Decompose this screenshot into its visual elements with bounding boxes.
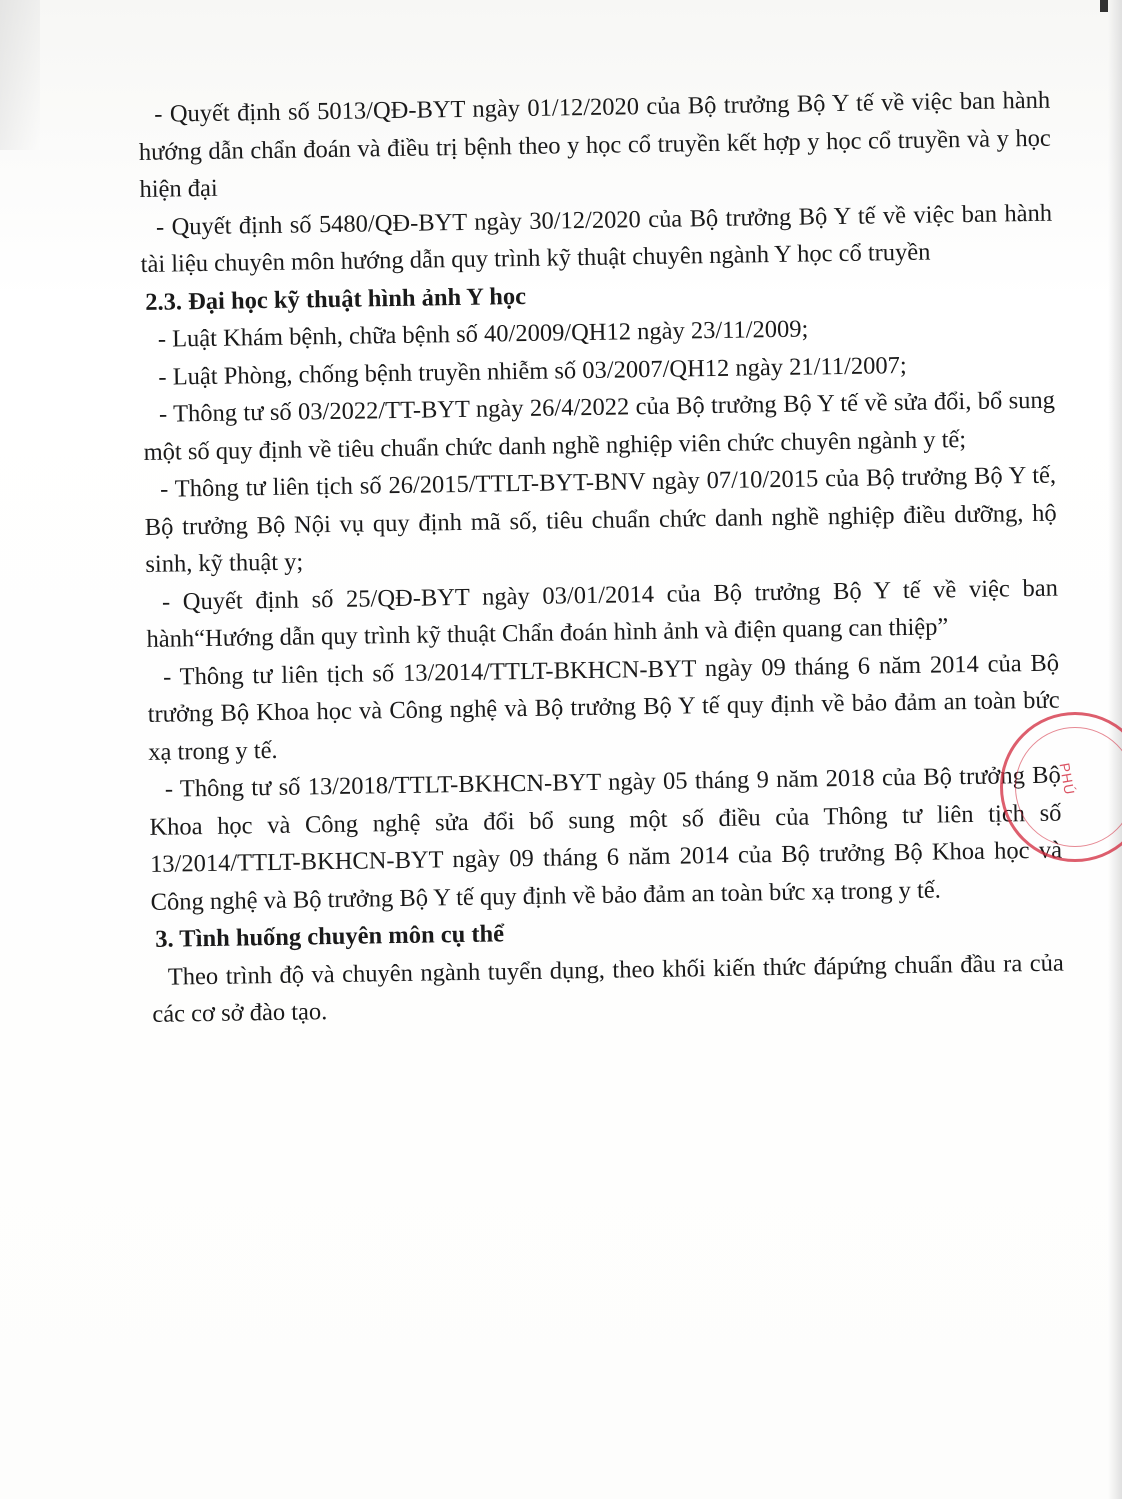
list-item-ttlt-13-2014: - Thông tư liên tịch số 13/2014/TTLT-BKHCN-BYT ngày 09 tháng 6 năm 2014 của Bộ trưởng Bộ Khoa học và Công nghệ và Bộ trưởng Bộ Y tế quy định về bảo đảm an toàn bức xạ trong y tế. <box>147 649 1060 766</box>
seal-text: PHÚ <box>1056 761 1078 797</box>
paragraph-qd-5480: - Quyết định số 5480/QĐ-BYT ngày 30/12/2020 của Bộ trưởng Bộ Y tế về việc ban hành tài liệu chuyên môn hướng dẫn quy trình kỹ thuật chuyên ngành Y học cổ truyền <box>140 199 1053 278</box>
section-3-body: Theo trình độ và chuyên ngành tuyển dụng, theo khối kiến thức đápứng chuẩn đầu ra của các cơ sở đào tạo. <box>152 949 1064 1028</box>
document-body <box>138 82 1065 1034</box>
section-3-heading: 3. Tình huống chuyên môn cụ thể <box>155 920 505 953</box>
list-item-luat-phong-chong: - Luật Phòng, chống bệnh truyền nhiễm số 03/2007/QH12 ngày 21/11/2007; <box>158 351 907 391</box>
list-item-tt-03-2022: - Thông tư số 03/2022/TT-BYT ngày 26/4/2022 của Bộ trưởng Bộ Y tế về sửa đổi, bổ sung một số quy định về tiêu chuẩn chức danh nghề nghiệp viên chức chuyên ngành y tế; <box>143 386 1056 466</box>
page-corner-shadow <box>0 0 40 150</box>
list-item-tt-13-2018: - Thông tư số 13/2018/TTLT-BKHCN-BYT ngày 05 tháng 9 năm 2018 của Bộ trưởng Bộ Khoa học và Công nghệ sửa đổi bổ sung một số điều của Thông tư liên tịch số 13/2014/TTLT-BKHCN-BYT ngày 09 tháng 6 năm 2014 của Bộ trưởng Bộ Khoa học và Công nghệ và Bộ trưởng Bộ Y tế quy định về bảo đảm an toàn bức xạ trong y tế. <box>149 761 1063 916</box>
paragraph-qd-5013: - Quyết định số 5013/QĐ-BYT ngày 01/12/2020 của Bộ trưởng Bộ Y tế về việc ban hành hướng dẫn chẩn đoán và điều trị bệnh theo y học cổ truyền kết hợp y học cổ truyền và y học hiện đại <box>138 86 1051 203</box>
page-top-mark <box>1100 0 1108 12</box>
section-2-3-heading: 2.3. Đại học kỹ thuật hình ảnh Y học <box>145 282 527 316</box>
list-item-luat-kham-benh: - Luật Khám bệnh, chữa bệnh số 40/2009/QH12 ngày 23/11/2009; <box>157 315 809 353</box>
list-item-qd-25: - Quyết định số 25/QĐ-BYT ngày 03/01/2014 của Bộ trưởng Bộ Y tế về việc ban hành“Hướng dẫn quy trình kỹ thuật Chẩn đoán hình ảnh và điện quang can thiệp” <box>146 574 1059 653</box>
list-item-ttlt-26-2015: - Thông tư liên tịch số 26/2015/TTLT-BYT-BNV ngày 07/10/2015 của Bộ trưởng Bộ Y tế, Bộ trưởng Bộ Nội vụ quy định mã số, tiêu chuẩn chức danh nghề nghiệp điều dưỡng, hộ sinh, kỹ thuật y; <box>144 461 1057 578</box>
